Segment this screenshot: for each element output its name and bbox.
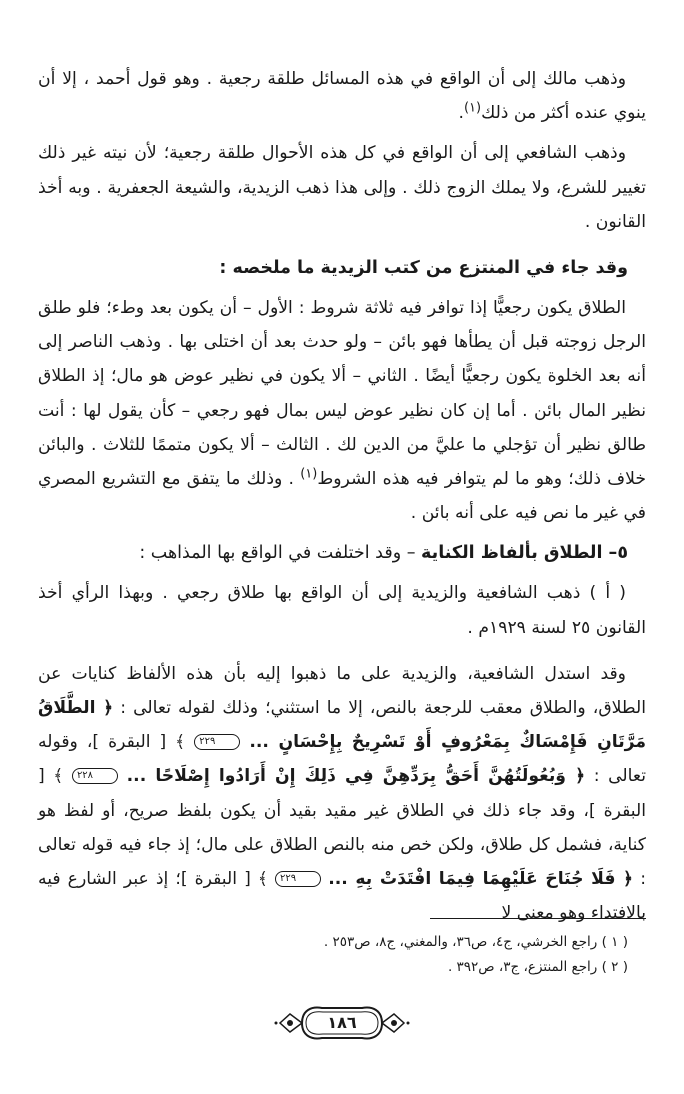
footnote-1: ( ١ ) راجع الخرشي، ج٤، ص٣٦، والمغني، ج٨، ص٢٥٣ . [323, 934, 628, 950]
paragraph-shafii: وذهب الشافعي إلى أن الواقع في كل هذه الأحوال طلقة رجعية؛ لأن نيته غير ذلك تغيير للشرع، ولا يملك الزوج ذلك . وإلى هذا ذهب الزيدية، والشيعة الجعفرية . وبه أخذ القانون . [38, 143, 646, 232]
page-number: ١٨٦ [327, 1013, 357, 1032]
footnote-separator [430, 918, 646, 919]
paragraph-conditions-text: الطلاق يكون رجعيًّا إذا توافر فيه ثلاثة شروط : الأول – أن يكون بعد وطء؛ فلو طلق الرجل زوجته قبل أن يطأها فهو بائن – ولو حدث بعد أن اختلى بها . وذهب الناصر إلى أنه بعد الخلوة يكون رجعيًّا أيضًا . الثاني – ألا يكون في نظير عوض هو مال؛ إذ الطلاق نظير المال بائن . أما إن كان نظير عوض ليس بمال فهو رجعي – كأن يقول لها : أنت طالق نظير أن تؤجلي ما عليَّ من الدين لك . الثالث – ألا يكون متممًا للثلاث . والبائن خلاف ذلك؛ وهو ما لم يتوافر فيه هذه الشروط [38, 298, 646, 490]
verse-3-reference: ﴾ [ البقرة ]؛ إذ عبر الشارع فيه بالافتداء وهو معنى لا [38, 869, 646, 924]
paragraph-malik-text: وذهب مالك إلى أن الواقع في هذه المسائل طلقة رجعية . وهو قول أحمد ، إلا أن ينوي عنده أكثر من ذلك [38, 69, 646, 124]
page-body [38, 62, 646, 942]
footnote-ref-1: (١) [463, 100, 482, 116]
footnote-2: ( ٢ ) راجع المنتزع، ج٣، ص٣٩٢ . [447, 959, 628, 975]
paragraph-malik: وذهب مالك إلى أن الواقع في هذه المسائل طلقة رجعية . وهو قول أحمد ، إلا أن ينوي عنده أكثر من ذلك$^{(١)}$. [38, 69, 646, 124]
section-heading-kinaya [38, 536, 646, 570]
verse-number-2: ٢٢٨ [72, 768, 118, 784]
section-heading-zaydiyya: وقد جاء في المنتزع من كتب الزيدية ما ملخصه : [219, 258, 628, 279]
quran-verse-1: ﴿ الطَّلَاقُ مَرَّتَانِ فَإِمْسَاكٌ بِمَعْرُوفٍ أَوْ تَسْرِيحٌ بِإِحْسَانٍ ... [38, 698, 646, 753]
verse-2-reference: ﴾ [ البقرة ]، وقد جاء ذلك في الطلاق غير مقيد بقيد أن يكون بلفظ صريح، أو لفظ هو كناية، فشمل كل طلاق، ولكن خص منه بالنص الطلاق على مال؛ إذ جاء فيه قوله تعالى : [38, 766, 646, 890]
section-heading-kinaya-title: ٥– الطلاق بألفاظ الكناية [421, 543, 628, 564]
verse-number-1: ٢٢٩ [194, 734, 240, 750]
section-heading-kinaya-rest: – وقد اختلفت في الواقع بها المذاهب : [139, 543, 422, 564]
page-number-ornament [272, 1000, 412, 1046]
quran-verse-2: ﴿ وَبُعُولَتُهُنَّ أَحَقُّ بِرَدِّهِنَّ فِي ذَلِكَ إِنْ أَرَادُوا إِصْلَاحًا ... [126, 766, 586, 787]
paragraph-evidence [38, 657, 646, 931]
verse-1-reference: ﴾ [ البقرة ]، وقوله تعالى : [38, 732, 646, 787]
paragraph-conditions-end: . وذلك ما يتفق مع التشريع المصري في غير ما نص فيه على أنه بائن . [38, 469, 646, 524]
footnote-ref-2: (١) [300, 466, 318, 482]
footnotes [38, 930, 628, 980]
paragraph-conditions [38, 291, 646, 530]
quran-verse-3: ﴿ فَلَا جُنَاحَ عَلَيْهِمَا فِيمَا افْتَدَتْ بِهِ ... [328, 869, 634, 890]
paragraph-shafiiyya-zaydiyya: ( أ ) ذهب الشافعية والزيدية إلى أن الواقع بها طلاق رجعي . وبهذا الرأي أخذ القانون ٢٥ لسنة ١٩٢٩م . [38, 583, 646, 638]
paragraph-evidence-text: وقد استدل الشافعية، والزيدية على ما ذهبوا إليه بأن هذه الألفاظ كنايات عن الطلاق، والطلاق معقب للرجعة بالنص، إلا ما استثني؛ وذلك لقوله تعالى : [38, 663, 647, 719]
verse-number-3: ٢٢٩ [275, 871, 321, 887]
